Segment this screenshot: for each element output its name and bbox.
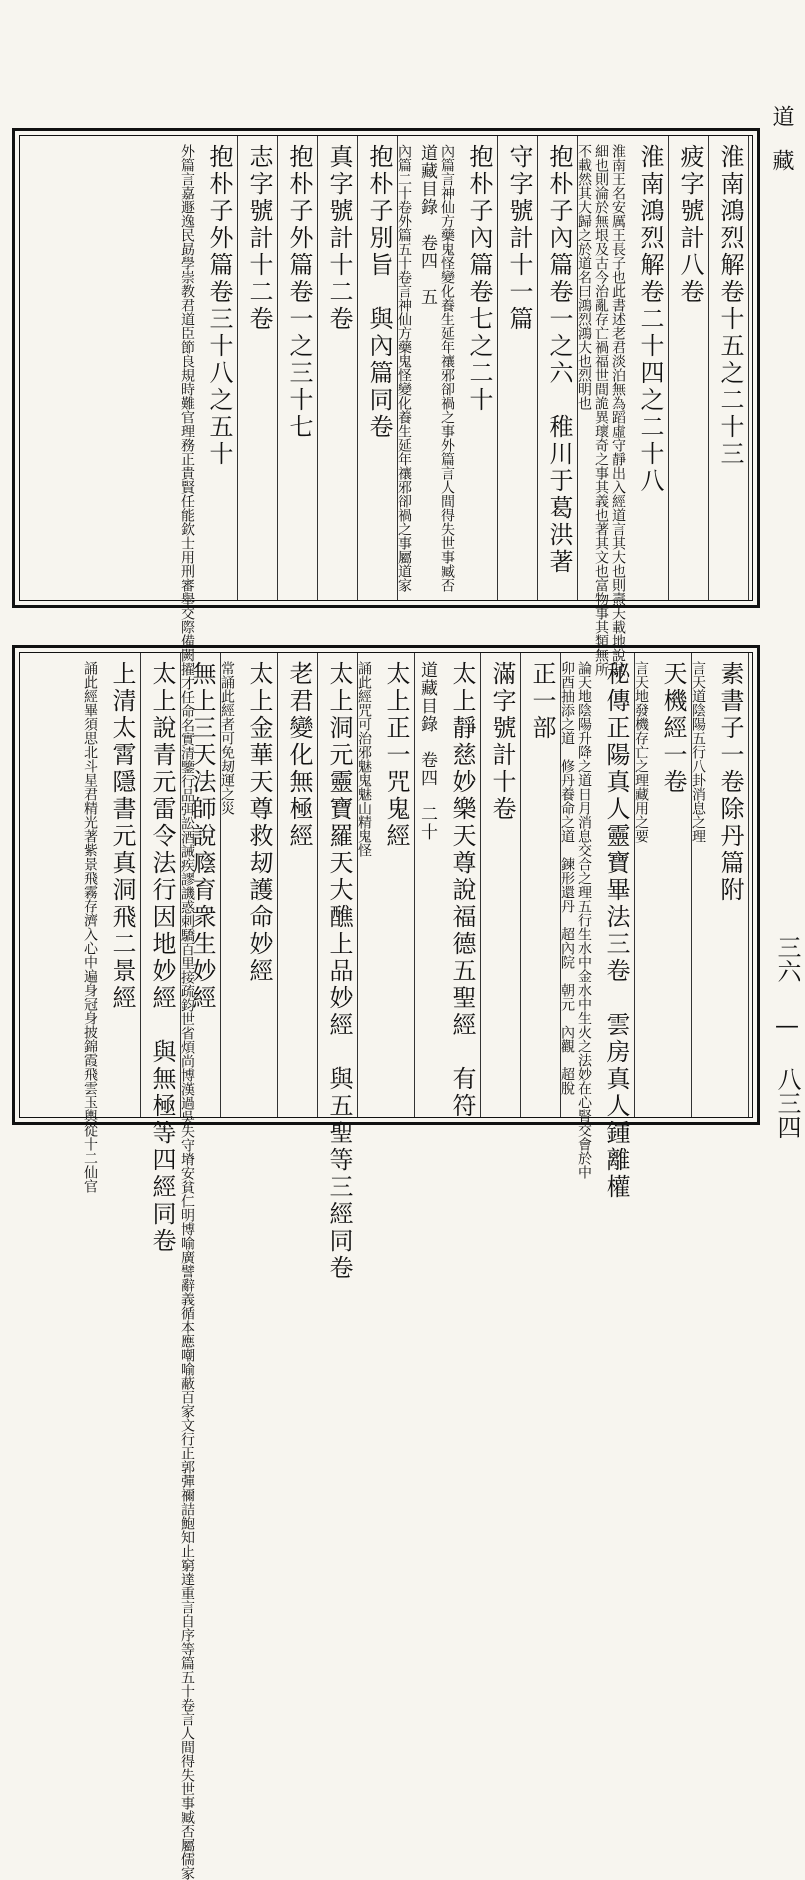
top-panel-column-13: 真字號計十二卷 xyxy=(325,144,353,333)
bottom-panel-column-19: 上清太霄隱書元真洞飛二景經 xyxy=(108,661,136,1012)
top-panel-column-14: 抱朴子外篇卷一之三十七 xyxy=(285,144,313,441)
bottom-panel-column-18: 太上說青元雷令法行因地妙經 與無極等四經同卷 xyxy=(148,661,176,1255)
bottom-panel-column-3: 言天地發機存亡之理藏用之要 xyxy=(633,661,649,843)
top-panel-column-7: 守字號計十一篇 xyxy=(505,144,533,333)
bottom-panel-column-14: 老君變化無極經 xyxy=(285,661,313,850)
bottom-panel-column-1: 言天道陰陽五行八卦消息之理 xyxy=(690,661,706,843)
top-panel-column-2: 淮南鴻烈解卷二十四之二十八 xyxy=(636,144,664,495)
column-rule xyxy=(691,653,692,1117)
column-rule xyxy=(497,136,498,600)
column-rule xyxy=(480,653,481,1117)
column-rule xyxy=(634,653,635,1117)
column-rule xyxy=(357,136,358,600)
column-rule xyxy=(577,136,578,600)
page-number: 三六 — 八三四 xyxy=(773,935,801,1139)
column-rule xyxy=(277,653,278,1117)
bottom-panel-column-0: 素書子一卷除丹篇附 xyxy=(716,661,744,904)
top-panel-column-11: 內篇二十卷外篇五十卷言神仙方藥鬼怪變化養生延年禳邪卻禍之事屬道家 xyxy=(396,144,412,592)
top-panel-column-17: 外篇言嘉遯逸民勗學崇教君道臣節良規時難官理務正貴賢任能欽士用刑審舉交際備闕擢才任命名實清鑒行品弭訟酒誡疾謬譏惑刺驕百里接疏鈞世省煩尚博漢過吳失守塉安貧仁明博喻廣譬辭義循本應嘲喻蔽百家文行正郭彈禰詰鮑知止窮達重言自序等篇五十卷言人間得失世事臧否屬儒家 xyxy=(179,144,195,1880)
bottom-panel-column-13: 太上洞元靈寶羅天大醮上品妙經 與五聖等三經同卷 xyxy=(325,661,353,1282)
column-rule xyxy=(748,136,749,600)
top-panel-column-4: 細也則淪於無垠及古今治亂存亡禍福世間詭異瓌奇之事其義也著其文也富物事其類無所 xyxy=(593,144,609,676)
bottom-panel-column-15: 太上金華天尊救刼護命妙經 xyxy=(245,661,273,985)
top-panel-column-0: 淮南鴻烈解卷十五之二十三 xyxy=(716,144,744,468)
top-panel-column-1: 疲字號計八卷 xyxy=(676,144,704,306)
bottom-panel-column-11: 太上正一咒鬼經 xyxy=(382,661,410,850)
column-rule xyxy=(317,136,318,600)
top-panel-column-15: 志字號計十二卷 xyxy=(245,144,273,333)
column-rule xyxy=(560,653,561,1117)
bottom-panel xyxy=(12,645,760,1282)
column-rule xyxy=(180,653,181,1117)
column-rule xyxy=(277,136,278,600)
column-rule xyxy=(520,653,521,1117)
column-rule xyxy=(537,136,538,600)
top-panel-column-8: 抱朴子內篇卷七之二十 xyxy=(465,144,493,414)
bottom-panel-column-16: 常誦此經者可免刼運之災 xyxy=(219,661,235,815)
column-rule xyxy=(140,653,141,1117)
bottom-panel-column-9: 太上靜慈妙樂天尊說福德五聖經 有符 xyxy=(448,661,476,1120)
top-panel-column-5: 不載然其大歸之於道名曰鴻烈鴻大也烈明也 xyxy=(576,144,592,410)
column-rule xyxy=(708,136,709,600)
column-rule xyxy=(414,653,415,1117)
top-panel-column-10: 道藏目錄 卷四 五 xyxy=(417,144,437,306)
bottom-panel-column-8: 滿字號計十卷 xyxy=(488,661,516,823)
margin-title: 道 藏 xyxy=(769,105,794,171)
bottom-panel-column-6: 卯酉抽添之道 修丹養命之道 鍊形還丹 超內院 朝元 內觀 超脫 xyxy=(559,661,575,1095)
bottom-panel-column-12: 誦此經咒可治邪魅鬼魅山精鬼怪 xyxy=(356,661,372,857)
column-rule xyxy=(317,653,318,1117)
bottom-panel-column-5: 論天地陰陽升降之道日月消息交合之理五行生水中金水中生火之法妙在心腎交會於中 xyxy=(576,661,592,1179)
bottom-panel-column-17: 無上三天法師說廕育衆生妙經 xyxy=(188,661,216,1012)
bottom-panel-column-20: 誦此經畢須思北斗星君精光著紫景飛霧存濟入心中遍身冠身披錦霞飛雲玉輿從十二仙官 xyxy=(82,661,98,1193)
bottom-panel-column-2: 天機經一卷 xyxy=(659,661,687,796)
column-rule xyxy=(220,653,221,1117)
top-panel-column-9: 內篇言神仙方藥鬼怪變化養生延年禳邪卻禍之事外篇言人間得失世事臧否 xyxy=(439,144,455,592)
top-panel-column-12: 抱朴子別旨 與內篇同卷 xyxy=(365,144,393,441)
column-rule xyxy=(748,653,749,1117)
top-panel-column-3: 淮南王名安厲王長子也此書述老君淡泊無為蹈虛守靜出入經道言其大也則燾天載地說其 xyxy=(610,144,626,676)
column-rule xyxy=(357,653,358,1117)
top-panel-column-6: 抱朴子內篇卷一之六 稚川于葛洪著 xyxy=(545,144,573,576)
column-rule xyxy=(397,136,398,600)
column-rule xyxy=(668,136,669,600)
bottom-panel-column-10: 道藏目錄 卷四 二十 xyxy=(417,661,437,841)
bottom-panel-column-4: 秘傳正陽真人靈寶畢法三卷 雲房真人鍾離權 xyxy=(602,661,630,1201)
bottom-panel-column-7: 正一部 xyxy=(528,661,556,742)
top-panel-column-16: 抱朴子外篇卷三十八之五十 xyxy=(205,144,233,468)
bottom-panel-inner xyxy=(19,652,753,1282)
column-rule xyxy=(237,136,238,600)
